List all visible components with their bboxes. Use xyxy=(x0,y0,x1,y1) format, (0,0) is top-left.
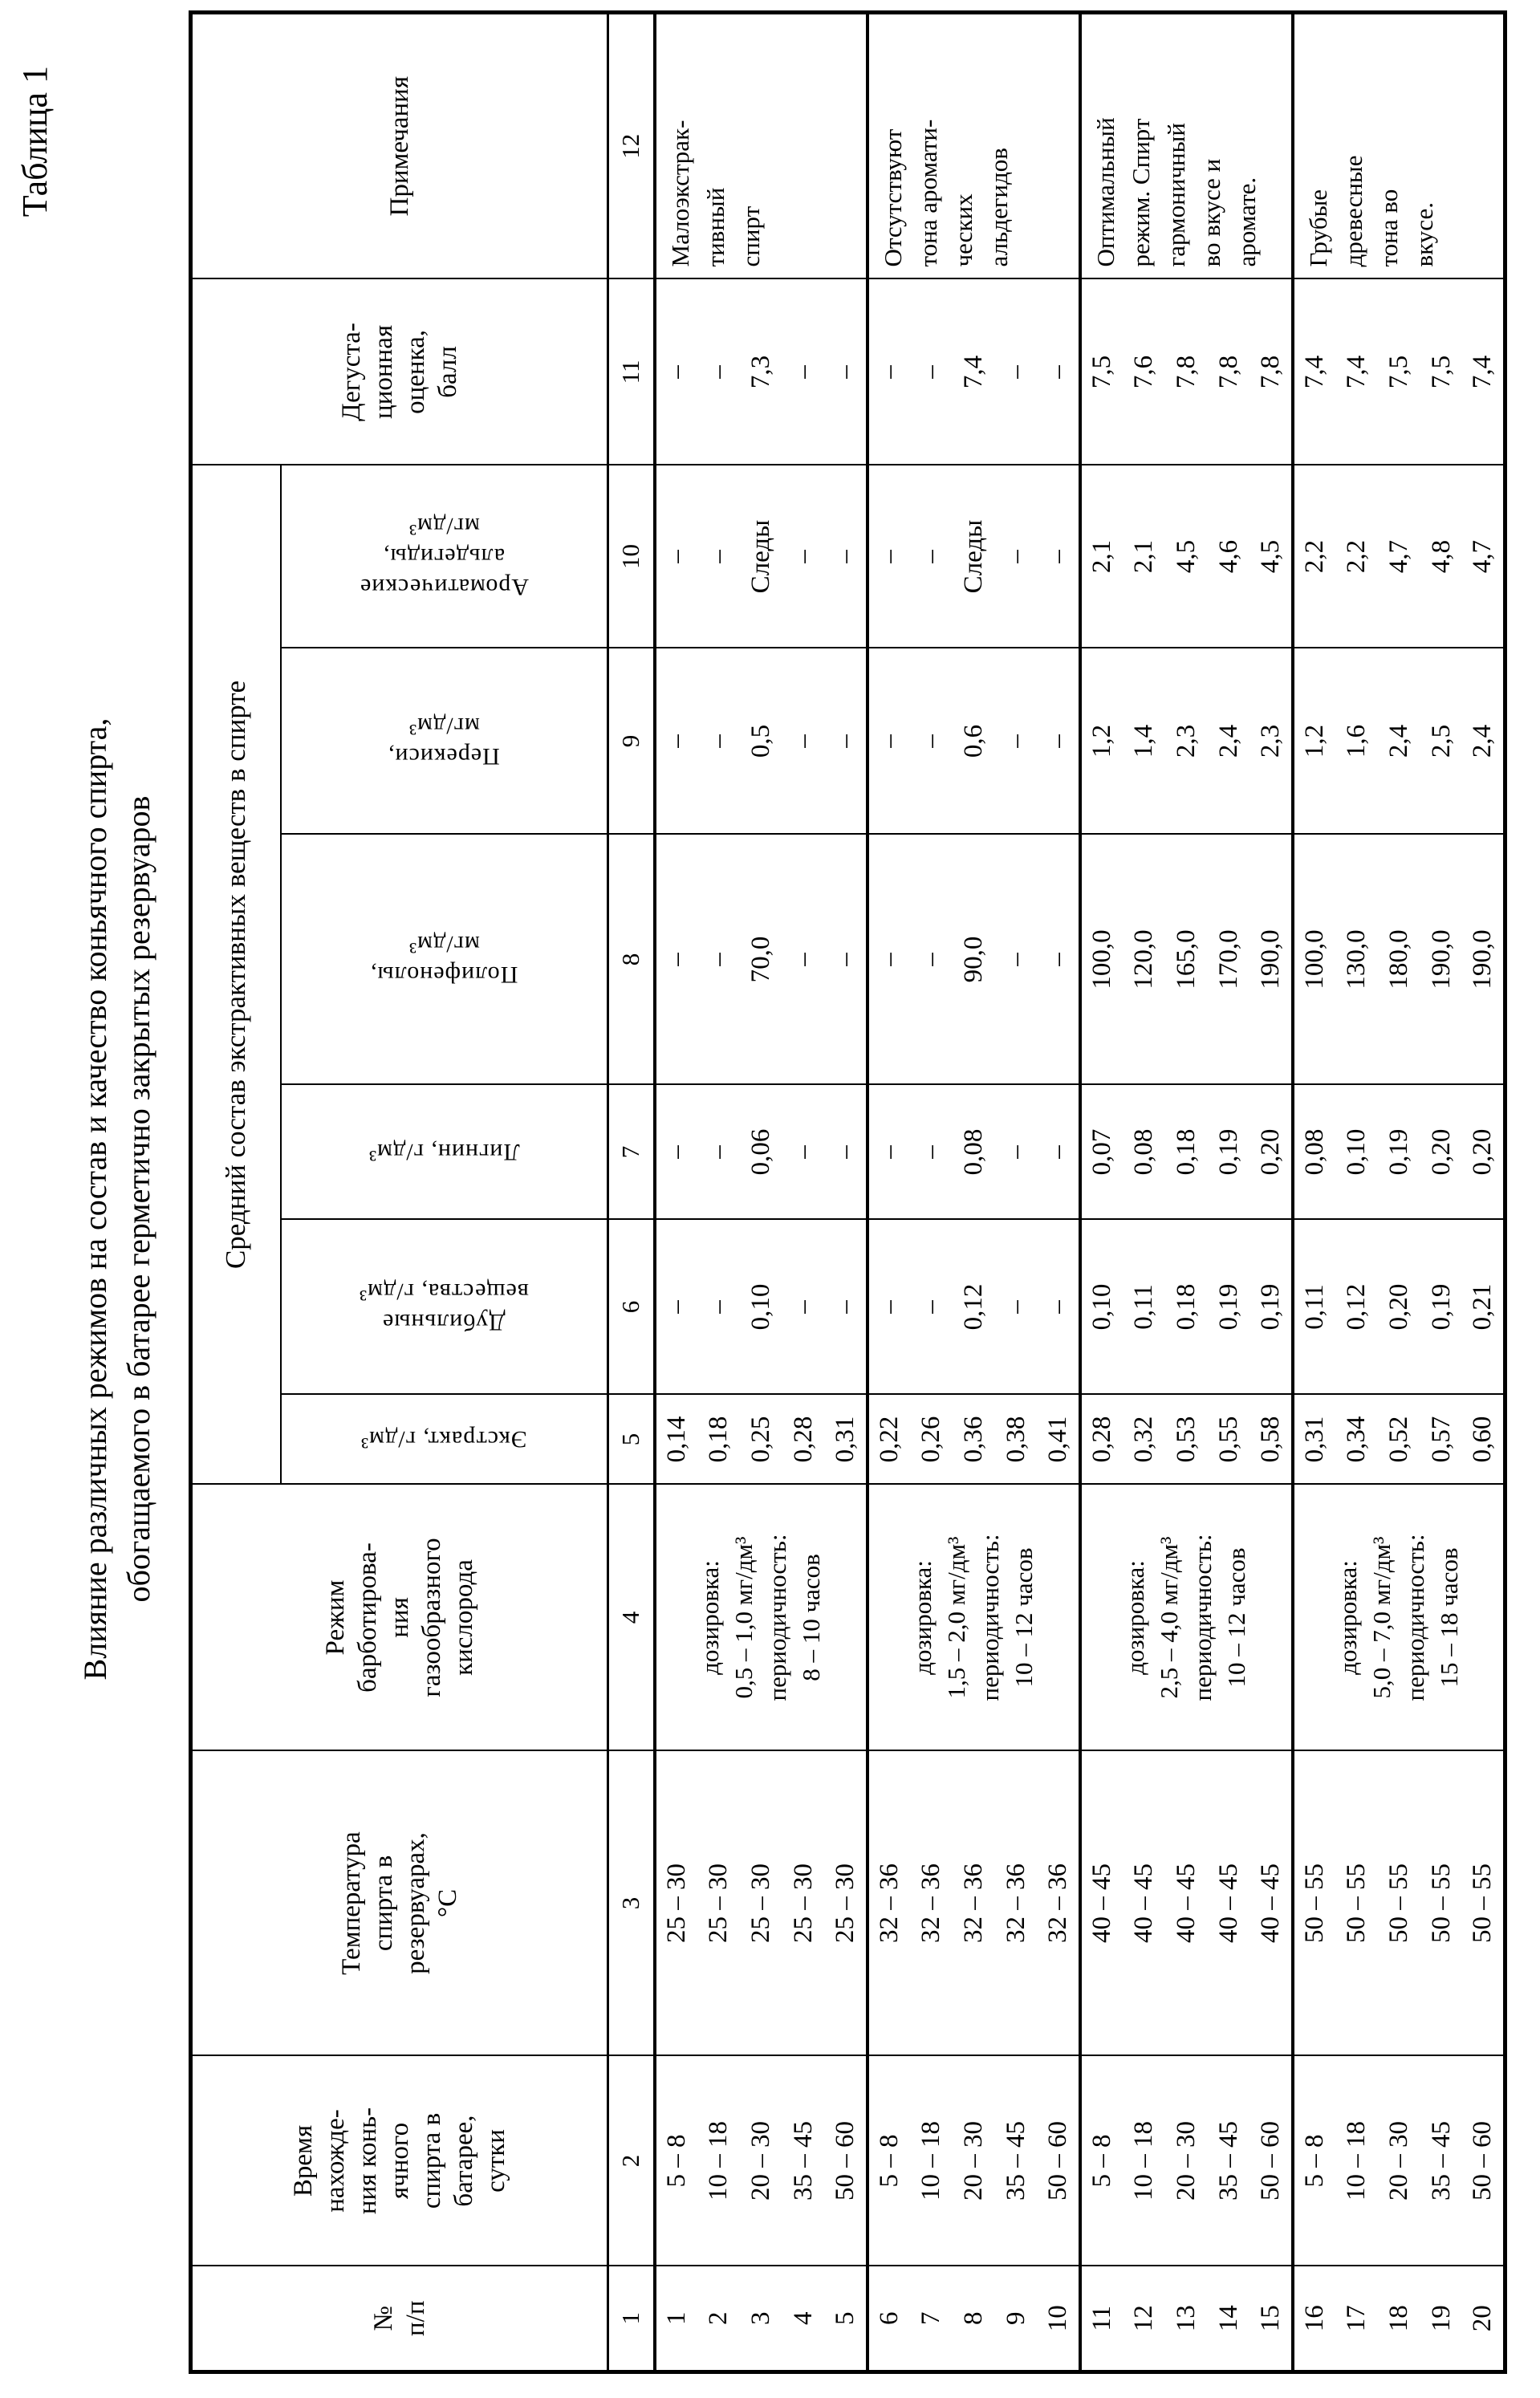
cell-number: 10 xyxy=(1038,2266,1080,2372)
cell-peroxides: – xyxy=(1038,648,1080,835)
cell-polyphenols: 165,0 xyxy=(1165,835,1208,1085)
cell-temperature: 32 – 36 xyxy=(868,1751,910,2056)
cell-extract: 0,28 xyxy=(1080,1395,1123,1485)
table-row xyxy=(740,12,782,2372)
cell-number: 18 xyxy=(1378,2266,1420,2372)
cell-polyphenols: – xyxy=(782,835,825,1085)
document-title-line1: Влияние различных режимов на состав и качество коньячного спирта, xyxy=(77,717,113,1681)
cell-polyphenols: – xyxy=(697,835,740,1085)
cell-aldehydes: 4,6 xyxy=(1208,465,1250,648)
cell-tannins: – xyxy=(1038,1220,1080,1395)
cell-number: 1 xyxy=(655,2266,697,2372)
column-number: 11 xyxy=(608,278,655,465)
cell-lignin: – xyxy=(782,1085,825,1220)
cell-extract: 0,22 xyxy=(868,1395,910,1485)
cell-polyphenols: – xyxy=(910,835,953,1085)
table-row xyxy=(1293,12,1335,2372)
cell-aldehydes: 4,5 xyxy=(1165,465,1208,648)
column-number: 8 xyxy=(608,835,655,1085)
cell-score: 7,4 xyxy=(1335,278,1378,465)
cell-aldehydes: 4,7 xyxy=(1463,465,1505,648)
cell-extract: 0,55 xyxy=(1208,1395,1250,1485)
cell-number: 2 xyxy=(697,2266,740,2372)
cell-tannins: – xyxy=(825,1220,868,1395)
vertical-header-text: Перекиси, xyxy=(388,743,501,770)
header-row-top xyxy=(191,12,281,2372)
cell-note: Малоэкстрак- тивный спирт xyxy=(655,12,868,278)
cell-extract: 0,34 xyxy=(1335,1395,1378,1485)
cell-lignin: 0,08 xyxy=(1293,1085,1335,1220)
cell-extract: 0,28 xyxy=(782,1395,825,1485)
cell-peroxides: – xyxy=(868,648,910,835)
cell-aldehydes: 4,8 xyxy=(1420,465,1463,648)
cell-temperature: 32 – 36 xyxy=(910,1751,953,2056)
cell-tannins: 0,19 xyxy=(1250,1220,1293,1395)
table-row xyxy=(1038,12,1080,2372)
cell-tannins: 0,21 xyxy=(1463,1220,1505,1395)
vertical-header-text: Экстракт, г/дм³ xyxy=(360,1426,528,1453)
column-number: 3 xyxy=(608,1751,655,2056)
cell-note: Грубые древесные тона во вкусе. xyxy=(1293,12,1505,278)
header-col12-notes: Примечания xyxy=(191,12,608,278)
cell-number: 12 xyxy=(1123,2266,1165,2372)
cell-peroxides: – xyxy=(995,648,1038,835)
column-number: 10 xyxy=(608,465,655,648)
table-row xyxy=(1420,12,1463,2372)
cell-time: 20 – 30 xyxy=(953,2056,995,2266)
cell-polyphenols: – xyxy=(868,835,910,1085)
header-col1-number: № п/п xyxy=(191,2266,608,2372)
vertical-header-text: альдегиды, xyxy=(383,543,506,571)
header-col10-aromatic-aldehydes xyxy=(281,465,608,648)
cell-time: 20 – 30 xyxy=(740,2056,782,2266)
header-group-extractives: Средний состав экстрактивных веществ в спирте xyxy=(191,465,281,1484)
cell-time: 10 – 18 xyxy=(910,2056,953,2266)
header-col4-regime: Режим барботирова- ния газообразного кислорода xyxy=(191,1485,608,1751)
cell-extract: 0,52 xyxy=(1378,1395,1420,1485)
column-number: 4 xyxy=(608,1485,655,1751)
cell-tannins: 0,10 xyxy=(740,1220,782,1395)
cell-polyphenols: – xyxy=(655,835,697,1085)
cell-lignin: 0,10 xyxy=(1335,1085,1378,1220)
cell-score: – xyxy=(910,278,953,465)
cell-lignin: – xyxy=(1038,1085,1080,1220)
cell-time: 35 – 45 xyxy=(1420,2056,1463,2266)
cell-extract: 0,25 xyxy=(740,1395,782,1485)
cell-lignin: – xyxy=(697,1085,740,1220)
cell-time: 10 – 18 xyxy=(1335,2056,1378,2266)
cell-peroxides: 1,2 xyxy=(1080,648,1123,835)
cell-score: 7,5 xyxy=(1378,278,1420,465)
document-title-line2: обогащаемого в батарее герметично закрытых резервуаров xyxy=(120,795,156,1603)
cell-extract: 0,38 xyxy=(995,1395,1038,1485)
cell-tannins: 0,10 xyxy=(1080,1220,1123,1395)
cell-aldehydes: 2,1 xyxy=(1080,465,1123,648)
cell-tannins: 0,12 xyxy=(1335,1220,1378,1395)
header-col3-temperature: Температура спирта в резервуарах, °С xyxy=(191,1751,608,2056)
table-label: Таблица 1 xyxy=(15,66,55,217)
cell-aldehydes: – xyxy=(995,465,1038,648)
cell-score: – xyxy=(995,278,1038,465)
cell-aldehydes: Следы xyxy=(953,465,995,648)
table-row xyxy=(825,12,868,2372)
cell-peroxides: 2,5 xyxy=(1420,648,1463,835)
cell-polyphenols: 190,0 xyxy=(1420,835,1463,1085)
results-table xyxy=(189,10,1507,2374)
cell-score: 7,8 xyxy=(1208,278,1250,465)
cell-temperature: 40 – 45 xyxy=(1165,1751,1208,2056)
cell-time: 20 – 30 xyxy=(1165,2056,1208,2266)
cell-extract: 0,18 xyxy=(697,1395,740,1485)
cell-tannins: 0,18 xyxy=(1165,1220,1208,1395)
column-numbers-row xyxy=(608,12,655,2372)
cell-polyphenols: 190,0 xyxy=(1463,835,1505,1085)
table-row xyxy=(782,12,825,2372)
cell-aldehydes: Следы xyxy=(740,465,782,648)
cell-aldehydes: – xyxy=(910,465,953,648)
cell-peroxides: 0,5 xyxy=(740,648,782,835)
cell-peroxides: 2,3 xyxy=(1165,648,1208,835)
cell-polyphenols: 120,0 xyxy=(1123,835,1165,1085)
cell-temperature: 25 – 30 xyxy=(782,1751,825,2056)
cell-number: 15 xyxy=(1250,2266,1293,2372)
cell-tannins: – xyxy=(697,1220,740,1395)
cell-tannins: 0,11 xyxy=(1123,1220,1165,1395)
table-row xyxy=(1378,12,1420,2372)
cell-polyphenols: 100,0 xyxy=(1080,835,1123,1085)
cell-time: 5 – 8 xyxy=(1293,2056,1335,2266)
cell-polyphenols: 100,0 xyxy=(1293,835,1335,1085)
vertical-header-text: Полифенолы, xyxy=(370,961,518,989)
cell-temperature: 40 – 45 xyxy=(1123,1751,1165,2056)
table-row xyxy=(1165,12,1208,2372)
cell-lignin: 0,06 xyxy=(740,1085,782,1220)
header-col7-lignin xyxy=(281,1085,608,1220)
column-number: 6 xyxy=(608,1220,655,1395)
table-row xyxy=(953,12,995,2372)
table-row xyxy=(1208,12,1250,2372)
cell-temperature: 50 – 55 xyxy=(1463,1751,1505,2056)
cell-extract: 0,41 xyxy=(1038,1395,1080,1485)
cell-time: 50 – 60 xyxy=(1250,2056,1293,2266)
cell-number: 17 xyxy=(1335,2266,1378,2372)
cell-tannins: 0,20 xyxy=(1378,1220,1420,1395)
cell-time: 35 – 45 xyxy=(782,2056,825,2266)
cell-temperature: 50 – 55 xyxy=(1293,1751,1335,2056)
vertical-header-text: Ароматические xyxy=(359,574,529,601)
cell-extract: 0,53 xyxy=(1165,1395,1208,1485)
cell-extract: 0,31 xyxy=(825,1395,868,1485)
cell-time: 10 – 18 xyxy=(1123,2056,1165,2266)
cell-peroxides: 0,6 xyxy=(953,648,995,835)
cell-time: 35 – 45 xyxy=(995,2056,1038,2266)
cell-peroxides: 1,4 xyxy=(1123,648,1165,835)
cell-peroxides: – xyxy=(825,648,868,835)
cell-time: 5 – 8 xyxy=(1080,2056,1123,2266)
cell-aldehydes: – xyxy=(1038,465,1080,648)
cell-temperature: 40 – 45 xyxy=(1208,1751,1250,2056)
cell-aldehydes: 4,5 xyxy=(1250,465,1293,648)
cell-aldehydes: 2,2 xyxy=(1293,465,1335,648)
cell-tannins: 0,12 xyxy=(953,1220,995,1395)
cell-polyphenols: 190,0 xyxy=(1250,835,1293,1085)
table-row xyxy=(910,12,953,2372)
vertical-header-text: мг/дм³ xyxy=(408,513,480,540)
cell-score: – xyxy=(868,278,910,465)
cell-aldehydes: – xyxy=(868,465,910,648)
header-col6-tannins xyxy=(281,1220,608,1395)
column-number: 7 xyxy=(608,1085,655,1220)
cell-score: 7,4 xyxy=(1463,278,1505,465)
column-number: 2 xyxy=(608,2056,655,2266)
cell-lignin: 0,20 xyxy=(1250,1085,1293,1220)
cell-polyphenols: – xyxy=(825,835,868,1085)
cell-aldehydes: – xyxy=(782,465,825,648)
cell-polyphenols: 130,0 xyxy=(1335,835,1378,1085)
column-number: 1 xyxy=(608,2266,655,2372)
cell-extract: 0,31 xyxy=(1293,1395,1335,1485)
vertical-header-text: вещества, г/дм³ xyxy=(359,1278,530,1306)
cell-tannins: 0,11 xyxy=(1293,1220,1335,1395)
vertical-header-text: Лигнин, г/дм³ xyxy=(368,1139,520,1166)
cell-note: Отсутствуют тона аромати- ческих альдегидов xyxy=(868,12,1080,278)
cell-peroxides: – xyxy=(782,648,825,835)
cell-time: 10 – 18 xyxy=(697,2056,740,2266)
cell-lignin: 0,08 xyxy=(953,1085,995,1220)
cell-extract: 0,36 xyxy=(953,1395,995,1485)
cell-time: 5 – 8 xyxy=(868,2056,910,2266)
table-row xyxy=(995,12,1038,2372)
cell-lignin: 0,18 xyxy=(1165,1085,1208,1220)
header-col9-peroxides xyxy=(281,648,608,835)
cell-time: 35 – 45 xyxy=(1208,2056,1250,2266)
cell-lignin: – xyxy=(910,1085,953,1220)
cell-regime: дозировка: 2,5 – 4,0 мг/дм³ периодичность: 10 – 12 часов xyxy=(1080,1485,1293,1751)
cell-number: 20 xyxy=(1463,2266,1505,2372)
cell-peroxides: 1,6 xyxy=(1335,648,1378,835)
cell-time: 50 – 60 xyxy=(825,2056,868,2266)
cell-temperature: 50 – 55 xyxy=(1378,1751,1420,2056)
vertical-header-text: мг/дм³ xyxy=(408,931,480,958)
cell-number: 7 xyxy=(910,2266,953,2372)
cell-polyphenols: – xyxy=(1038,835,1080,1085)
cell-aldehydes: 2,2 xyxy=(1335,465,1378,648)
cell-temperature: 32 – 36 xyxy=(995,1751,1038,2056)
cell-score: – xyxy=(655,278,697,465)
cell-score: 7,3 xyxy=(740,278,782,465)
cell-peroxides: – xyxy=(697,648,740,835)
table-row xyxy=(1123,12,1165,2372)
cell-lignin: 0,20 xyxy=(1463,1085,1505,1220)
cell-temperature: 40 – 45 xyxy=(1250,1751,1293,2056)
cell-polyphenols: – xyxy=(995,835,1038,1085)
cell-score: 7,6 xyxy=(1123,278,1165,465)
cell-number: 16 xyxy=(1293,2266,1335,2372)
cell-lignin: – xyxy=(655,1085,697,1220)
cell-peroxides: 2,4 xyxy=(1378,648,1420,835)
cell-score: 7,8 xyxy=(1165,278,1208,465)
table-row xyxy=(655,12,697,2372)
cell-score: 7,4 xyxy=(953,278,995,465)
cell-tannins: – xyxy=(655,1220,697,1395)
cell-peroxides: – xyxy=(910,648,953,835)
cell-lignin: 0,08 xyxy=(1123,1085,1165,1220)
cell-tannins: – xyxy=(782,1220,825,1395)
cell-tannins: – xyxy=(868,1220,910,1395)
header-col2-time: Время нахожде- ния конь- ячного спирта в батарее, сутки xyxy=(191,2056,608,2266)
cell-number: 6 xyxy=(868,2266,910,2372)
cell-peroxides: 2,4 xyxy=(1208,648,1250,835)
cell-time: 20 – 30 xyxy=(1378,2056,1420,2266)
cell-lignin: – xyxy=(868,1085,910,1220)
cell-extract: 0,14 xyxy=(655,1395,697,1485)
cell-time: 5 – 8 xyxy=(655,2056,697,2266)
cell-number: 11 xyxy=(1080,2266,1123,2372)
cell-peroxides: 2,4 xyxy=(1463,648,1505,835)
cell-score: 7,8 xyxy=(1250,278,1293,465)
table-row xyxy=(1335,12,1378,2372)
cell-lignin: 0,19 xyxy=(1208,1085,1250,1220)
cell-peroxides: 1,2 xyxy=(1293,648,1335,835)
cell-score: 7,5 xyxy=(1420,278,1463,465)
cell-peroxides: 2,3 xyxy=(1250,648,1293,835)
cell-extract: 0,58 xyxy=(1250,1395,1293,1485)
column-number: 9 xyxy=(608,648,655,835)
cell-aldehydes: – xyxy=(655,465,697,648)
cell-regime: дозировка: 1,5 – 2,0 мг/дм³ периодичность: 10 – 12 часов xyxy=(868,1485,1080,1751)
cell-extract: 0,57 xyxy=(1420,1395,1463,1485)
cell-extract: 0,32 xyxy=(1123,1395,1165,1485)
cell-score: 7,5 xyxy=(1080,278,1123,465)
cell-number: 3 xyxy=(740,2266,782,2372)
cell-tannins: – xyxy=(910,1220,953,1395)
cell-time: 50 – 60 xyxy=(1463,2056,1505,2266)
cell-polyphenols: 180,0 xyxy=(1378,835,1420,1085)
cell-tannins: 0,19 xyxy=(1208,1220,1250,1395)
cell-temperature: 25 – 30 xyxy=(740,1751,782,2056)
cell-score: 7,4 xyxy=(1293,278,1335,465)
cell-note: Оптимальный режим. Спирт гармоничный во вкусе и аромате. xyxy=(1080,12,1293,278)
table-row xyxy=(1463,12,1505,2372)
cell-tannins: 0,19 xyxy=(1420,1220,1463,1395)
cell-score: – xyxy=(1038,278,1080,465)
cell-lignin: – xyxy=(825,1085,868,1220)
cell-temperature: 25 – 30 xyxy=(697,1751,740,2056)
table-row xyxy=(1080,12,1123,2372)
document-title xyxy=(74,0,161,2398)
cell-score: – xyxy=(825,278,868,465)
cell-lignin: – xyxy=(995,1085,1038,1220)
column-number: 5 xyxy=(608,1395,655,1485)
cell-aldehydes: 2,1 xyxy=(1123,465,1165,648)
cell-temperature: 25 – 30 xyxy=(655,1751,697,2056)
cell-temperature: 32 – 36 xyxy=(953,1751,995,2056)
cell-score: – xyxy=(697,278,740,465)
cell-lignin: 0,07 xyxy=(1080,1085,1123,1220)
cell-peroxides: – xyxy=(655,648,697,835)
header-col5-extract xyxy=(281,1395,608,1485)
cell-number: 4 xyxy=(782,2266,825,2372)
cell-time: 50 – 60 xyxy=(1038,2056,1080,2266)
cell-aldehydes: – xyxy=(697,465,740,648)
cell-number: 13 xyxy=(1165,2266,1208,2372)
vertical-header-text: Дубильные xyxy=(382,1309,506,1336)
table-row xyxy=(1250,12,1293,2372)
cell-polyphenols: 170,0 xyxy=(1208,835,1250,1085)
vertical-header-text: мг/дм³ xyxy=(408,713,480,740)
table-row xyxy=(697,12,740,2372)
cell-temperature: 40 – 45 xyxy=(1080,1751,1123,2056)
cell-aldehydes: 4,7 xyxy=(1378,465,1420,648)
table-row xyxy=(868,12,910,2372)
cell-extract: 0,60 xyxy=(1463,1395,1505,1485)
cell-temperature: 25 – 30 xyxy=(825,1751,868,2056)
cell-number: 14 xyxy=(1208,2266,1250,2372)
cell-aldehydes: – xyxy=(825,465,868,648)
cell-regime: дозировка: 0,5 – 1,0 мг/дм³ периодичность: 8 – 10 часов xyxy=(655,1485,868,1751)
cell-polyphenols: 70,0 xyxy=(740,835,782,1085)
cell-extract: 0,26 xyxy=(910,1395,953,1485)
header-col11-tasting-score: Дегуста- ционная оценка, балл xyxy=(191,278,608,465)
cell-number: 5 xyxy=(825,2266,868,2372)
column-number: 12 xyxy=(608,12,655,278)
cell-temperature: 32 – 36 xyxy=(1038,1751,1080,2056)
cell-number: 9 xyxy=(995,2266,1038,2372)
cell-temperature: 50 – 55 xyxy=(1335,1751,1378,2056)
header-col8-polyphenols xyxy=(281,835,608,1085)
cell-score: – xyxy=(782,278,825,465)
cell-lignin: 0,20 xyxy=(1420,1085,1463,1220)
cell-regime: дозировка: 5,0 – 7,0 мг/дм³ периодичность: 15 – 18 часов xyxy=(1293,1485,1505,1751)
cell-lignin: 0,19 xyxy=(1378,1085,1420,1220)
cell-number: 8 xyxy=(953,2266,995,2372)
cell-number: 19 xyxy=(1420,2266,1463,2372)
cell-temperature: 50 – 55 xyxy=(1420,1751,1463,2056)
cell-polyphenols: 90,0 xyxy=(953,835,995,1085)
cell-tannins: – xyxy=(995,1220,1038,1395)
